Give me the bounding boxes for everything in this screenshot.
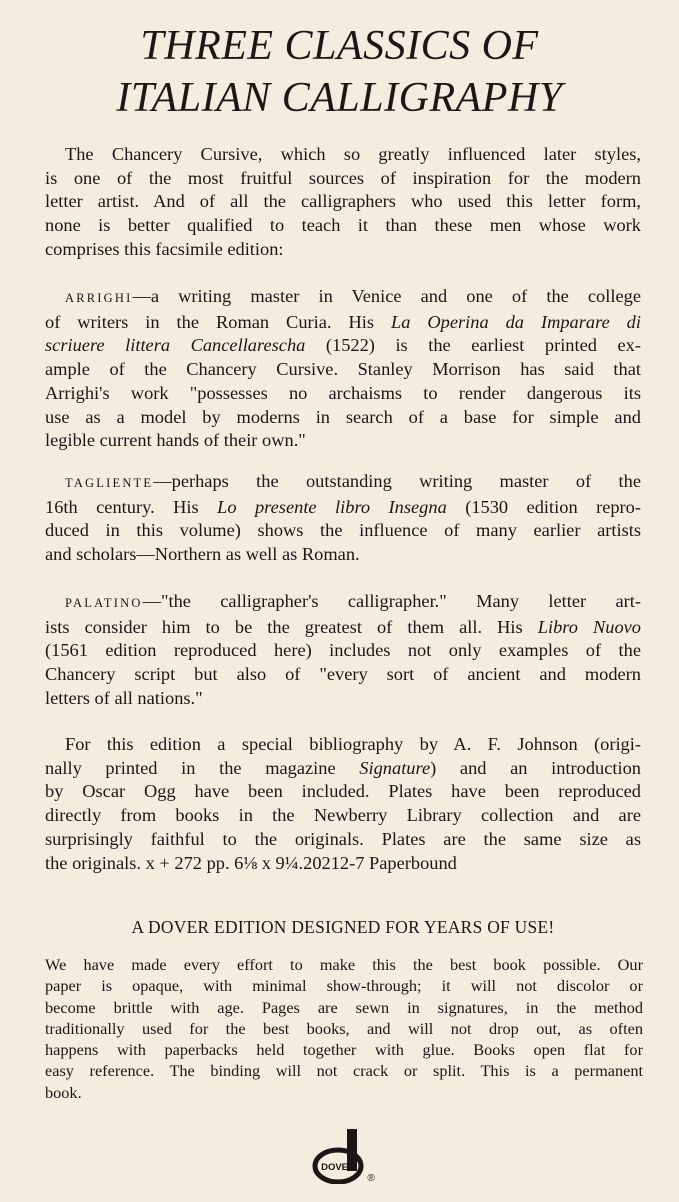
edition-line xyxy=(45,852,641,876)
arrighi-line: of writers in the Roman Curia. His La Operina da Imparare di xyxy=(45,311,641,332)
book-specs: the originals. x + 272 pp. 6⅛ x 9¼. xyxy=(45,852,304,873)
arrighi-line: ample of the Chancery Cursive. Stanley Morrison has said that xyxy=(45,359,641,380)
palatino-line: letters of all nations." xyxy=(45,687,203,708)
arrighi-line: use as a model by moderns in search of a base for simple and xyxy=(45,406,641,427)
book-title-operina-cont: scriuere littera Cancellarescha xyxy=(45,335,306,356)
title-line-2: ITALIAN CALLIGRAPHY xyxy=(116,75,563,121)
tagliente-paragraph xyxy=(45,470,641,567)
intro-line: comprises this facsimile edition: xyxy=(45,238,284,259)
dover-logo xyxy=(312,1128,386,1184)
edition-paragraph xyxy=(45,733,641,875)
palatino-line: (1561 edition reproduced here) includes not only examples of the xyxy=(45,640,641,661)
tagliente-name: TAGLIENTE xyxy=(65,476,154,490)
catalog-number: 20212-7 Paperbound xyxy=(303,852,457,873)
intro-line: The Chancery Cursive, which so greatly influenced later styles, xyxy=(65,144,641,164)
arrighi-name: ARRIGHI xyxy=(65,291,133,305)
palatino-line: ists consider him to be the greatest of them all. His Libro Nuovo xyxy=(45,616,641,637)
intro-paragraph xyxy=(45,143,641,262)
edition-line: by Oscar Ogg have been included. Plates have been reproduced xyxy=(45,781,641,802)
book-title-libro-insegna: Lo presente libro Insegna xyxy=(217,496,447,517)
arrighi-line: legible current hands of their own." xyxy=(45,430,306,451)
dover-guarantee-paragraph xyxy=(45,954,643,1103)
book-title-operina: La Operina da Imparare di xyxy=(390,311,641,332)
palatino-line: Chancery script but also of "every sort of ancient and modern xyxy=(45,664,641,685)
palatino-line: PALATINO—"the calligrapher's calligrapher." Many letter art- xyxy=(65,591,641,611)
guarantee-line: become brittle with age. Pages are sewn in signatures, in the method xyxy=(45,997,643,1017)
tagliente-line: 16th century. His Lo presente libro Insegna (1530 edition repro- xyxy=(45,496,641,517)
magazine-title: Signature xyxy=(359,757,431,778)
intro-line: letter artist. And of all the calligraphers who used this letter form, xyxy=(45,191,641,212)
arrighi-paragraph xyxy=(45,285,641,453)
arrighi-line: scriuere littera Cancellarescha (1522) is the earliest printed ex- xyxy=(45,335,641,356)
guarantee-line: easy reference. The binding will not crack or split. This is a permanent xyxy=(45,1061,643,1081)
page-title xyxy=(0,20,679,124)
edition-line: directly from books in the Newberry Library collection and are xyxy=(45,805,641,826)
tagliente-line: duced in this volume) shows the influence of many earlier artists xyxy=(45,520,641,541)
book-title-libro-nuovo: Libro Nuovo xyxy=(537,616,641,637)
palatino-paragraph xyxy=(45,590,641,711)
title-line-1: THREE CLASSICS OF xyxy=(140,23,539,69)
registered-mark: ® xyxy=(367,1173,375,1184)
guarantee-line: We have made every effort to make this the best book possible. Our xyxy=(45,955,643,974)
edition-line: nally printed in the magazine Signature) and an introduction xyxy=(45,757,641,778)
tagliente-line: TAGLIENTE—perhaps the outstanding writing master of the xyxy=(65,471,641,491)
guarantee-line: happens with paperbacks held together with glue. Books open flat for xyxy=(45,1040,643,1060)
intro-line: is one of the most fruitful sources of inspiration for the modern xyxy=(45,167,641,188)
guarantee-line: paper is opaque, with minimal show-through; it will not discolor or xyxy=(45,976,643,996)
logo-text: DOVER xyxy=(321,1162,355,1173)
intro-line: none is better qualified to teach it than these men whose work xyxy=(45,215,641,236)
dover-heading: A DOVER EDITION DESIGNED FOR YEARS OF USE! xyxy=(131,917,555,937)
edition-line: surprisingly faithful to the originals. Plates are the same size as xyxy=(45,828,641,849)
tagliente-line: and scholars—Northern as well as Roman. xyxy=(45,544,360,565)
guarantee-line: book. xyxy=(45,1082,82,1102)
arrighi-line: ARRIGHI—a writing master in Venice and one of the college xyxy=(65,286,641,306)
palatino-name: PALATINO xyxy=(65,596,143,610)
arrighi-line: Arrighi's work "possesses no archaisms to render dangerous its xyxy=(45,382,641,403)
guarantee-line: traditionally used for the best books, and will not drop out, as often xyxy=(45,1018,643,1038)
edition-line: For this edition a special bibliography by A. F. Johnson (origi- xyxy=(65,734,641,754)
